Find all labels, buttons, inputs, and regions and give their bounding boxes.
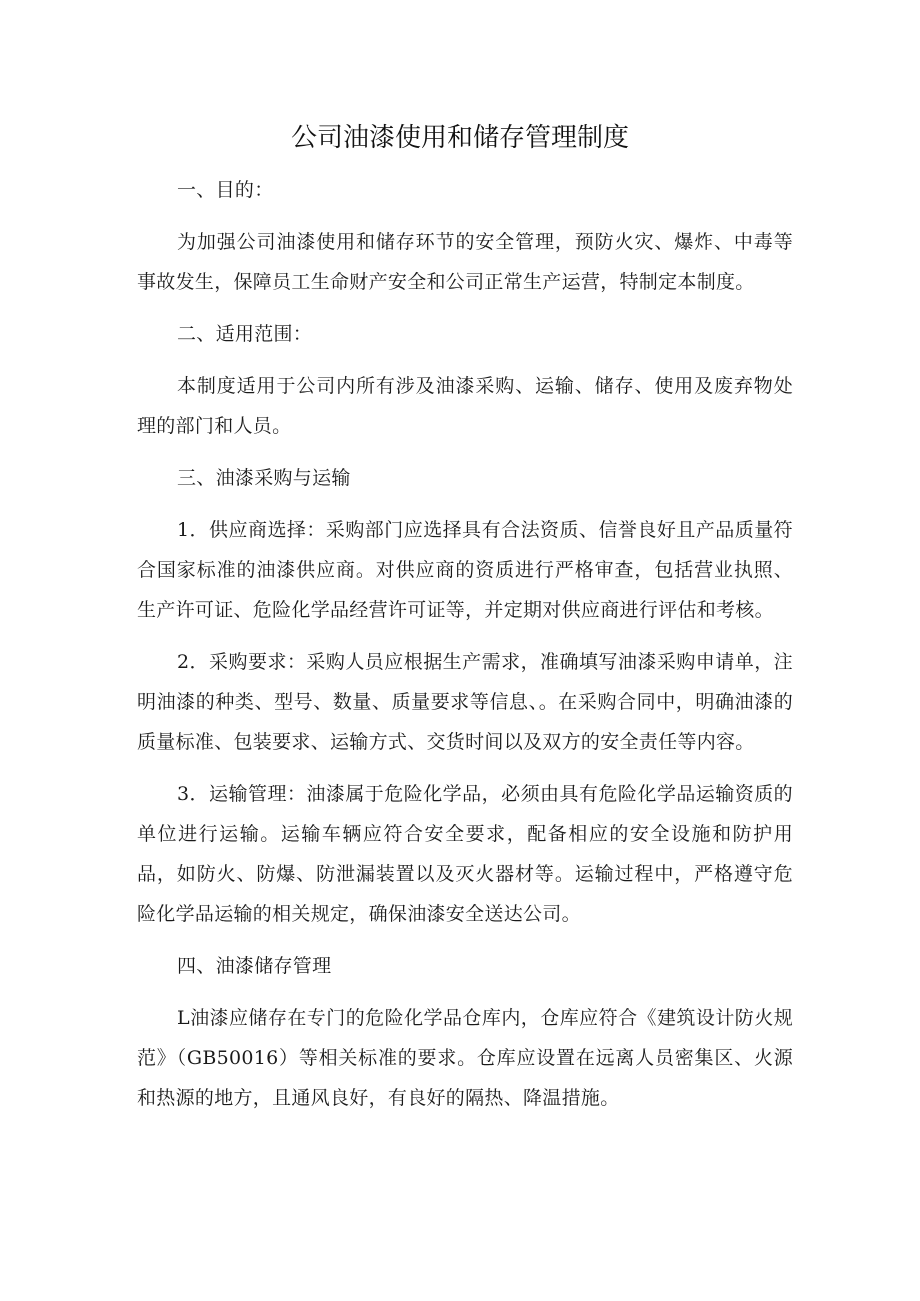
paragraph-transport-management: 3．运输管理：油漆属于危险化学品，必须由具有危险化学品运输资质的单位进行运输。运输车辆应符合安全要求，配备相应的安全设施和防护用品，如防火、防爆、防泄漏装置以及灭火器材等。运输过程中，严格遵守危险化学品运输的相关规定，确保油漆安全送达公司。 <box>137 783 793 925</box>
section-heading-scope: 二、适用范围： <box>177 323 313 345</box>
document-body <box>137 170 793 1118</box>
paragraph-procurement-requirements: 2．采购要求：采购人员应根据生产需求，准确填写油漆采购申请单，注明油漆的种类、型号、数量、质量要求等信息、。在采购合同中，明确油漆的质量标准、包装要求、运输方式、交货时间以及双方的安全责任等内容。 <box>137 651 793 753</box>
paragraph-supplier-selection: 1．供应商选择：采购部门应选择具有合法资质、信誉良好且产品质量符合国家标准的油漆供应商。对供应商的资质进行严格审查，包括营业执照、生产许可证、危险化学品经营许可证等，并定期对供应商进行评估和考核。 <box>137 519 793 621</box>
section-heading-storage: 四、油漆储存管理 <box>177 955 332 977</box>
paragraph-purpose: 为加强公司油漆使用和储存环节的安全管理，预防火灾、爆炸、中毒等事故发生，保障员工生命财产安全和公司正常生产运营，特制定本制度。 <box>137 231 793 293</box>
document-title: 公司油漆使用和储存管理制度 <box>290 123 629 153</box>
paragraph-scope: 本制度适用于公司内所有涉及油漆采购、运输、储存、使用及废弃物处理的部门和人员。 <box>137 375 793 437</box>
section-heading-procurement-transport: 三、油漆采购与运输 <box>177 467 351 489</box>
section-heading-purpose: 一、目的： <box>177 179 274 201</box>
paragraph-storage-warehouse: L油漆应储存在专门的危险化学品仓库内，仓库应符合《建筑设计防火规范》（GB50016）等相关标准的要求。仓库应设置在远离人员密集区、火源和热源的地方，且通风良好，有良好的隔热、降温措施。 <box>137 1007 793 1109</box>
